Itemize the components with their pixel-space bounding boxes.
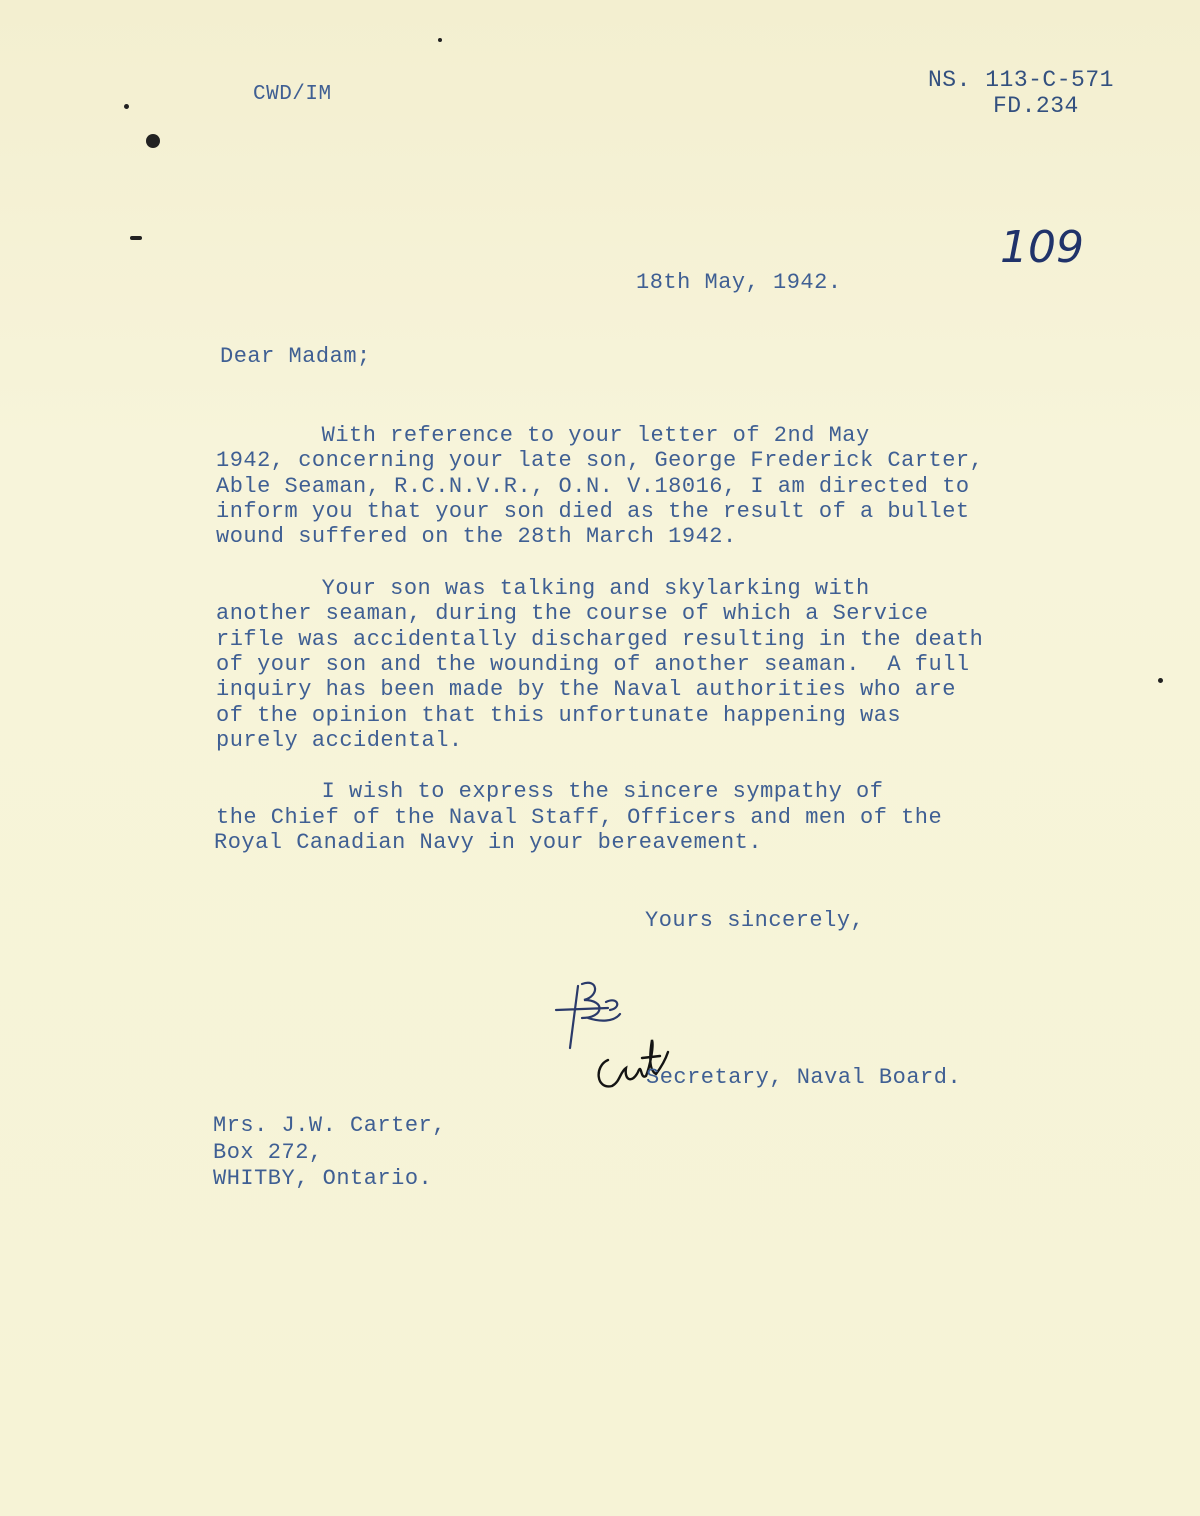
punch-mark bbox=[1158, 678, 1163, 683]
body-line: of your son and the wounding of another seaman. A full bbox=[216, 652, 970, 677]
body-line: With reference to your letter of 2nd May bbox=[212, 423, 870, 448]
punch-mark bbox=[130, 236, 142, 240]
body-line: inquiry has been made by the Naval authorities who are bbox=[216, 677, 956, 702]
addressee-box: Box 272, bbox=[213, 1140, 323, 1165]
file-sub-number: FD.234 bbox=[993, 93, 1079, 119]
addressee-name: Mrs. J.W. Carter, bbox=[213, 1113, 446, 1138]
punch-mark bbox=[124, 104, 129, 109]
body-line: rifle was accidentally discharged resulting in the death bbox=[216, 627, 984, 652]
reference-code: CWD/IM bbox=[253, 83, 332, 106]
body-line: wound suffered on the 28th March 1942. bbox=[216, 524, 737, 549]
body-line: another seaman, during the course of which a Service bbox=[216, 601, 929, 626]
body-line: of the opinion that this unfortunate happening was bbox=[216, 703, 902, 728]
closing: Yours sincerely, bbox=[645, 908, 865, 933]
body-line: 1942, concerning your late son, George Frederick Carter, bbox=[216, 448, 984, 473]
body-line: Able Seaman, R.C.N.V.R., O.N. V.18016, I am directed to bbox=[216, 474, 970, 499]
letter-date: 18th May, 1942. bbox=[636, 270, 842, 295]
punch-mark bbox=[438, 38, 442, 42]
handwritten-page-number: 109 bbox=[1000, 222, 1084, 273]
signature-title: Secretary, Naval Board. bbox=[646, 1065, 962, 1090]
addressee-city: WHITBY, Ontario. bbox=[213, 1166, 433, 1191]
body-line: the Chief of the Naval Staff, Officers and men of the bbox=[216, 805, 943, 830]
body-line: Royal Canadian Navy in your bereavement. bbox=[214, 830, 763, 855]
punch-mark bbox=[146, 134, 160, 148]
body-line: inform you that your son died as the result of a bullet bbox=[216, 499, 970, 524]
body-line: purely accidental. bbox=[216, 728, 463, 753]
salutation: Dear Madam; bbox=[220, 344, 371, 369]
file-number: NS. 113-C-571 bbox=[928, 67, 1114, 93]
body-line: Your son was talking and skylarking with bbox=[212, 576, 870, 601]
body-line: I wish to express the sincere sympathy of bbox=[212, 779, 884, 804]
